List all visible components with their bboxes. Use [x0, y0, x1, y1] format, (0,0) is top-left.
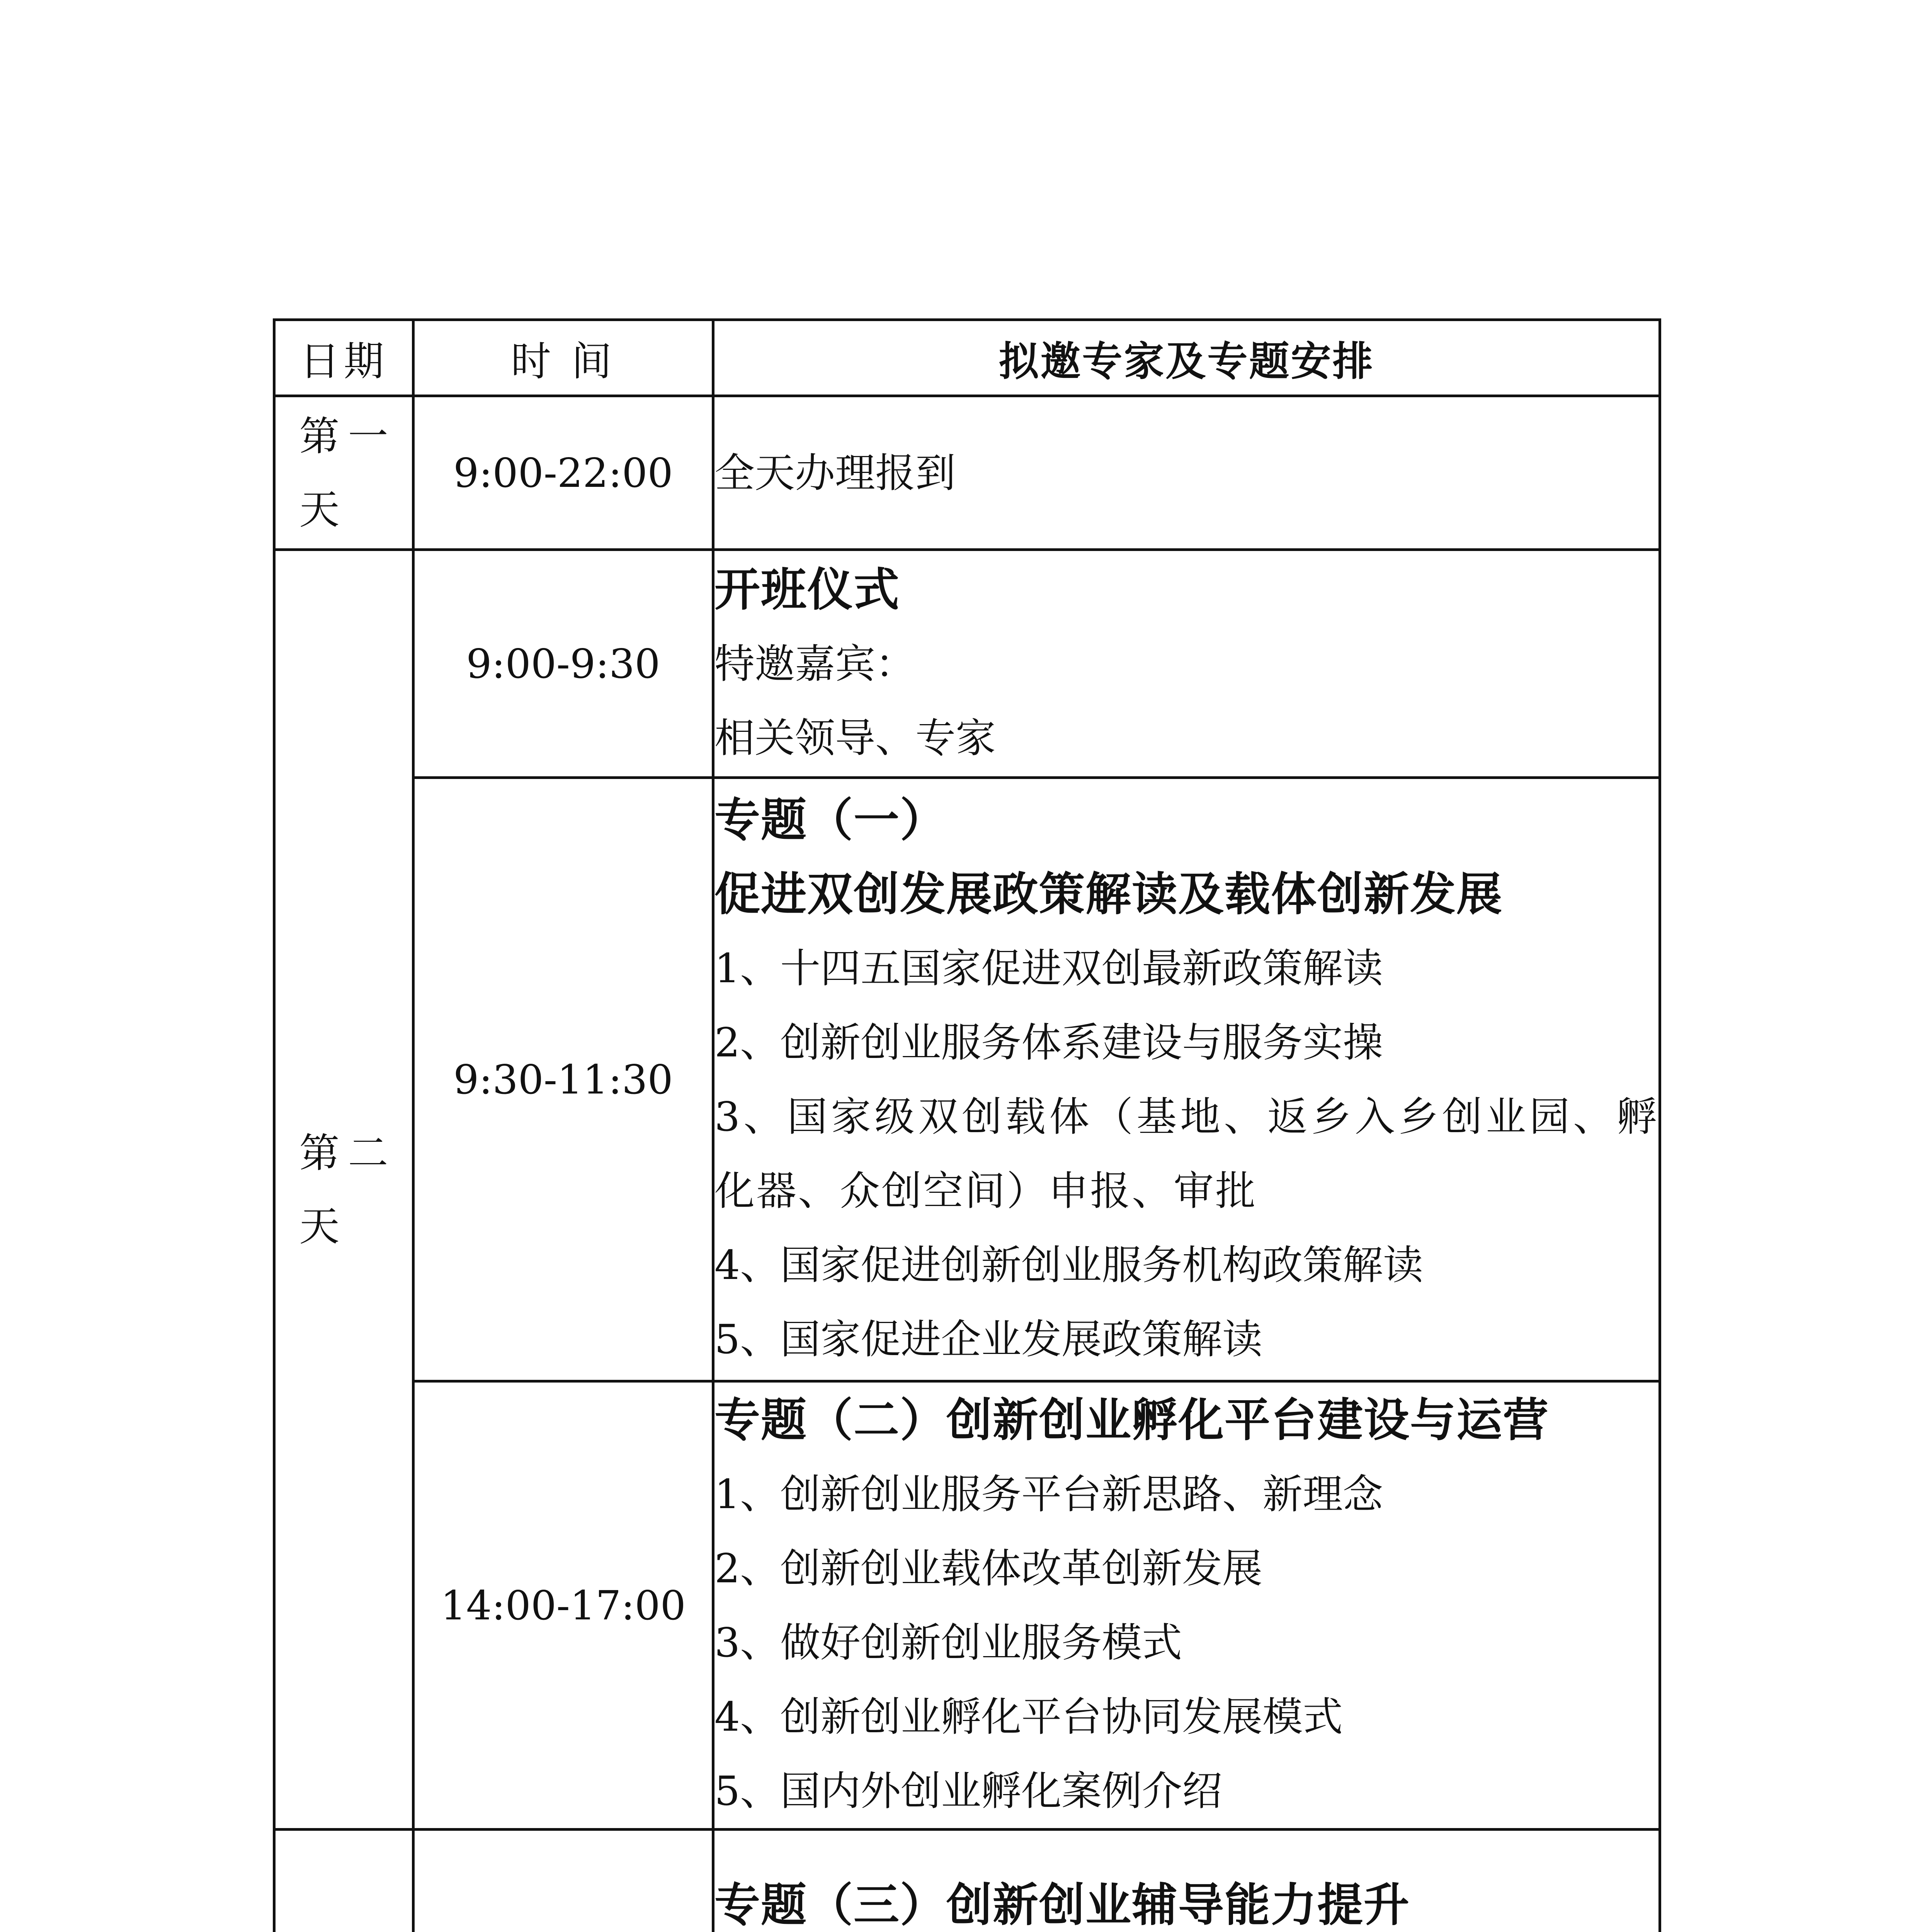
- day2-session2-subtitle: 促进双创发展政策解读及载体创新发展: [714, 867, 1503, 921]
- day2-session2-line-2: 2、创新创业服务体系建设与服务实操: [714, 1019, 1383, 1066]
- day2-session1-content: [713, 550, 1660, 778]
- day1-label: 第一天: [299, 412, 388, 533]
- day3-session1-time: [413, 1830, 713, 1932]
- day2-session3-line-5: 5、国内外创业孵化案例介绍: [714, 1767, 1223, 1815]
- day1-row: [274, 396, 1660, 550]
- header-row: [274, 320, 1660, 396]
- day2-session2-line-1: 1、十四五国家促进双创最新政策解读: [714, 944, 1383, 992]
- day3-date-cell: [274, 1830, 413, 1932]
- day2-session2-content: [713, 778, 1660, 1381]
- day2-session1-time: 9:00-9:30: [413, 550, 713, 778]
- day3-session1-content: [713, 1830, 1660, 1932]
- day1-time: 9:00-22:00: [413, 396, 713, 550]
- day2-session2-time: 9:30-11:30: [413, 778, 713, 1381]
- day2-date-cell: [274, 550, 413, 1830]
- day2-session1-line-2: 相关领导、专家: [714, 714, 996, 762]
- day2-session3-title: 专题（二）创新创业孵化平台建设与运营: [714, 1393, 1550, 1447]
- day2-session3-line-3: 3、做好创新创业服务模式: [714, 1619, 1182, 1666]
- day2-session1-line-1: 特邀嘉宾：: [714, 640, 916, 687]
- day2-session3-row: [274, 1381, 1660, 1830]
- schedule-table: [273, 318, 1661, 1932]
- header-date: 日期: [274, 320, 413, 396]
- day2-session2-line-3: 3、国家级双创载体（基地、返乡入乡创业园、孵化器、众创空间）申报、审批: [714, 1093, 1658, 1214]
- day1-content: [713, 396, 1660, 550]
- day2-session1-title: 开班仪式: [714, 562, 900, 616]
- day1-date-cell: [274, 396, 413, 550]
- day2-session2-row: [274, 778, 1660, 1381]
- day2-session2-title: 专题（一）: [714, 793, 947, 847]
- header-time: 时 间: [413, 320, 713, 396]
- day2-label: 第二天: [299, 1129, 388, 1250]
- day3-row: [274, 1830, 1660, 1932]
- day2-session3-line-2: 2、创新创业载体改革创新发展: [714, 1544, 1263, 1592]
- day2-session3-content: [713, 1381, 1660, 1830]
- day3-session1-title: 专题（三）创新创业辅导能力提升: [714, 1878, 1410, 1932]
- header-content: 拟邀专家及专题安排: [713, 320, 1660, 396]
- day2-session3-line-1: 1、创新创业服务平台新思路、新理念: [714, 1470, 1383, 1518]
- day2-session3-time: 14:00-17:00: [413, 1381, 713, 1830]
- day2-session3-line-4: 4、创新创业孵化平台协同发展模式: [714, 1693, 1343, 1740]
- day1-line-1: 全天办理报到: [714, 449, 956, 497]
- day2-session2-line-5: 5、国家促进企业发展政策解读: [714, 1315, 1263, 1363]
- day2-session2-line-4: 4、国家促进创新创业服务机构政策解读: [714, 1241, 1424, 1289]
- day2-session1-row: [274, 550, 1660, 778]
